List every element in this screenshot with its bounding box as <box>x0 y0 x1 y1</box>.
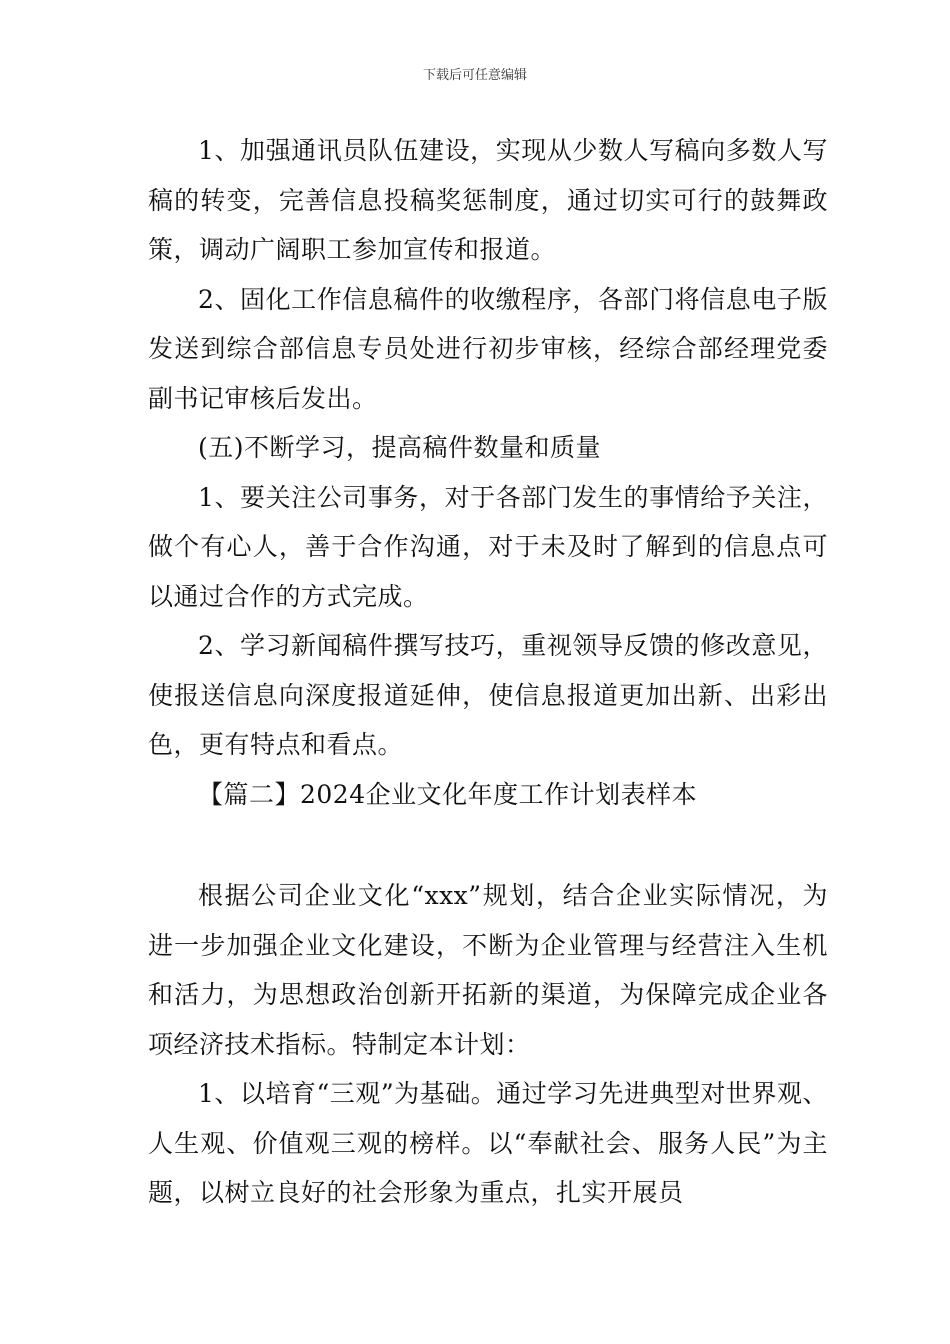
section-heading-continuous-learning: (五)不断学习，提高稿件数量和质量 <box>198 433 602 462</box>
chapter-title-part-two: 【篇二】2024企业文化年度工作计划表样本 <box>198 779 698 809</box>
paragraph-company-affairs: 1、要关注公司事务，对于各部门发生的事情给予关注，做个有心人，善于合作沟通，对于未及时了解到的信息点可以通过合作的方式完成。 <box>148 482 828 611</box>
paragraph-plan-intro: 根据公司企业文化“xxx”规划，结合企业实际情况，为进一步加强企业文化建设，不断为企业管理与经营注入生机和活力，为思想政治创新开拓新的渠道，为保障完成企业各项经济技术指标。特制定本计划： <box>148 881 828 1059</box>
page-header: 下载后可任意编辑 <box>422 68 527 83</box>
paragraph-three-views: 1、以培育“三观”为基础。通过学习先进典型对世界观、人生观、价值观三观的榜样。以“奉献社会、服务人民”为主题，以树立良好的社会形象为重点，扎实开展员 <box>148 1079 828 1207</box>
document-body <box>148 126 828 1218</box>
paragraph-collection-procedure: 2、固化工作信息稿件的收缴程序，各部门将信息电子版发送到综合部信息专员处进行初步审核，经综合部经理党委副书记审核后发出。 <box>148 284 828 413</box>
spacer <box>148 819 828 871</box>
paragraph-news-writing: 2、学习新闻稿件撰写技巧，重视领导反馈的修改意见，使报送信息向深度报道延伸，使信息报道更加出新、出彩出色，更有特点和看点。 <box>148 631 828 759</box>
paragraph-correspondent-team: 1、加强通讯员队伍建设，实现从少数人写稿向多数人写稿的转变，完善信息投稿奖惩制度，通过切实可行的鼓舞政策，调动广阔职工参加宣传和报道。 <box>148 136 828 264</box>
